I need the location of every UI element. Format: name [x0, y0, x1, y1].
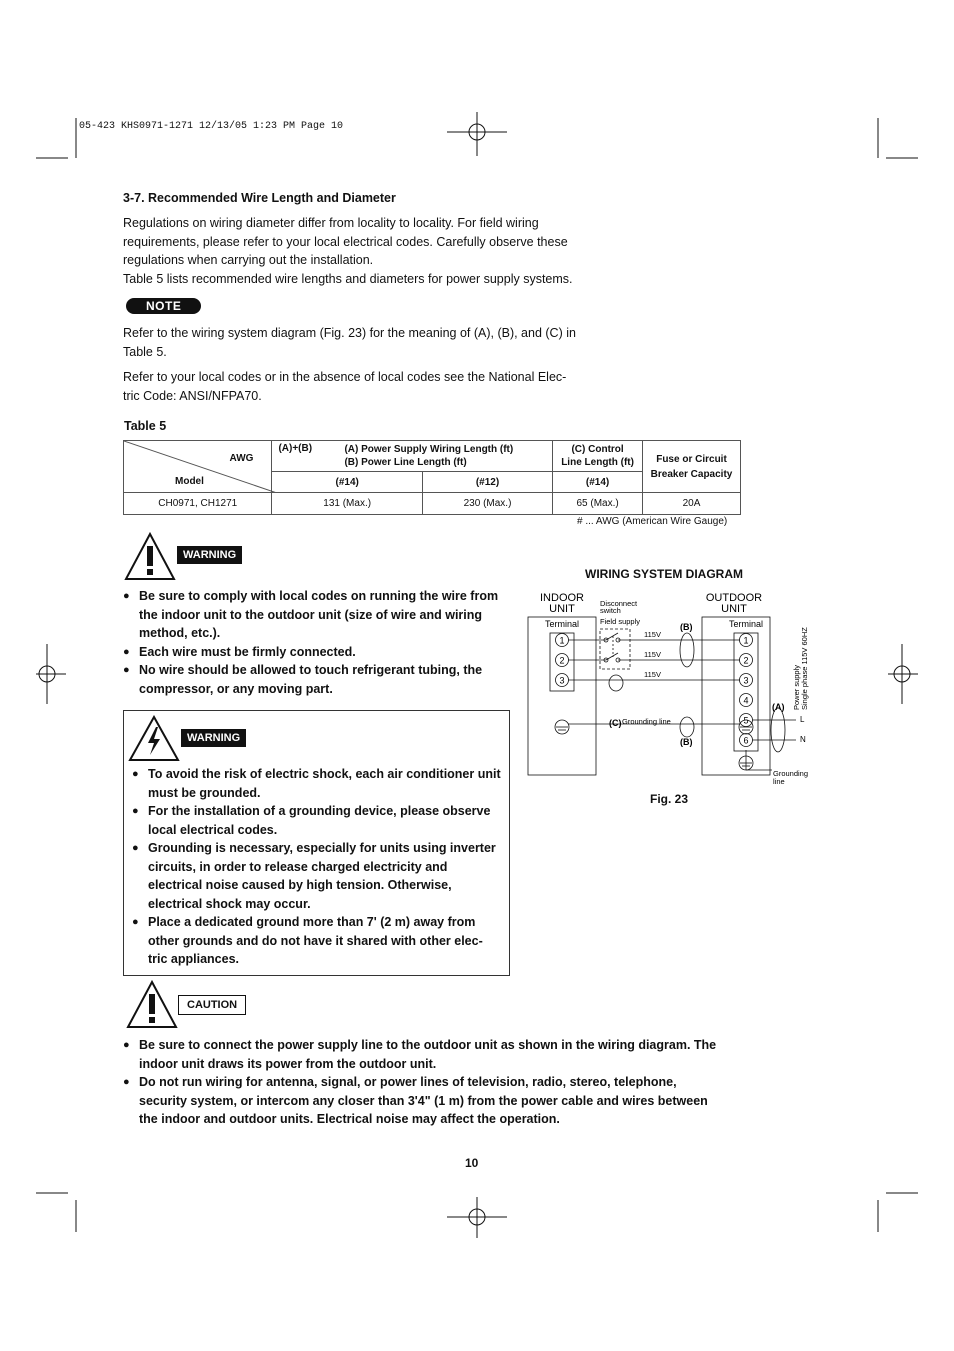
voltage-label: 115V: [644, 670, 661, 679]
fuse-cell: 20A: [643, 493, 741, 515]
label-c: (C): [609, 718, 622, 728]
ab-desc-line: (B) Power Line Length (ft): [344, 457, 467, 468]
figure-caption: Fig. 23: [650, 792, 689, 806]
fuse-line: Breaker Capacity: [650, 468, 733, 480]
table-footnote: # ... AWG (American Wire Gauge): [577, 516, 728, 527]
para-line: Refer to the wiring system diagram (Fig. 23) for the meaning of (A), (B), and (C) in: [123, 326, 576, 340]
terminal-number: 4: [743, 695, 749, 706]
note-badge: [126, 297, 201, 315]
voltage-label: 115V: [644, 630, 661, 639]
warning-badge-label: WARNING: [181, 729, 246, 747]
outdoor-label: OUTDOOR: [705, 592, 763, 604]
page-number: 10: [465, 1156, 479, 1170]
terminal-number: 2: [559, 655, 565, 666]
note-badge-label: NOTE: [126, 298, 201, 314]
para-line: Refer to your local codes or in the absence of local codes see the National Elec-: [123, 370, 567, 384]
list-item: ● Be sure to connect the power supply line to the outdoor unit as shown in the wiring diagram. The indoor unit draws its power from the outdoor unit.: [123, 1036, 723, 1073]
grounding-label: Grounding: [773, 769, 809, 778]
ground-icon: [555, 720, 753, 770]
terminal-number: 6: [743, 735, 749, 746]
ab-header: [272, 441, 553, 472]
fuse-header: [643, 441, 741, 493]
grounding-line-label: Grounding line: [622, 717, 671, 726]
voltage-label: 115V: [644, 650, 661, 659]
list-item: ● Be sure to comply with local codes on running the wire from the indoor unit to the outdoor unit (size of wire and wiring method, etc.).: [123, 587, 505, 643]
indoor-label: UNIT: [549, 603, 575, 615]
terminal-number: 2: [743, 655, 749, 666]
terminal-label: Terminal: [728, 619, 764, 629]
terminal-number: 5: [743, 715, 749, 726]
terminal-label: Terminal: [544, 619, 580, 629]
terminal-number: 3: [743, 675, 749, 686]
value-cell: 65 (Max.): [553, 493, 643, 515]
ab-desc: [344, 443, 513, 469]
gauge-cell: (#14): [272, 472, 422, 493]
para-line: requirements, please refer to your local electrical codes. Carefully observe these: [123, 234, 568, 249]
corner-top-label: AWG: [229, 453, 254, 464]
fuse-line: Fuse or Circuit: [656, 453, 727, 465]
outdoor-label: UNIT: [721, 603, 747, 615]
para-line: tric Code: ANSI/NFPA70.: [123, 388, 262, 403]
ab-desc-line: (A) Power Supply Wiring Length (ft): [344, 444, 514, 455]
para-line: Regulations on wiring diameter differ from locality to locality. For field wiring: [123, 216, 539, 230]
terminal-number: 3: [559, 675, 565, 686]
print-header: 05-423 KHS0971-1271 12/13/05 1:23 PM Page 10: [79, 121, 344, 132]
warning-list: [123, 587, 505, 698]
value-cell: 230 (Max.): [422, 493, 552, 515]
power-supply-label: Power supply: [792, 664, 801, 710]
caution-triangle-icon: [126, 980, 178, 1030]
section-title: 3-7. Recommended Wire Length and Diameter: [123, 191, 396, 205]
field-supply-label: Field supply: [600, 617, 641, 626]
grounding-label: line: [773, 777, 785, 786]
warning-badge: [181, 728, 246, 747]
list-item: ● Do not run wiring for antenna, signal, or power lines of television, radio, stereo, telephone, security system, or intercom any closer than 3'4" (1 m) from the power cable and wires between the indoor and outdoor units. Electrical noise may affect the operation.: [123, 1073, 723, 1129]
table-corner-cell: [124, 441, 272, 493]
list-item: ● Grounding is necessary, especially for units using inverter circuits, in order to release charged electricity and electrical noise caused by high tension. Otherwise, electrical shock may occur.: [132, 839, 502, 913]
ab-label: (A)+(B): [278, 443, 313, 454]
label-b: (B): [680, 622, 693, 632]
warning-badge: [177, 545, 242, 564]
indoor-label: INDOOR: [540, 592, 584, 604]
label-b: (B): [680, 737, 693, 747]
indoor-terminals: [556, 634, 569, 687]
line-l-label: L: [800, 715, 805, 724]
note-paragraph-2: [123, 368, 623, 405]
caution-badge-label: CAUTION: [178, 995, 246, 1015]
model-cell: CH0971, CH1271: [124, 493, 272, 515]
value-cell: 131 (Max.): [272, 493, 422, 515]
label-a: (A): [772, 702, 785, 712]
wire-table: [123, 440, 741, 515]
para-line: Table 5.: [123, 344, 167, 359]
diagram-title: WIRING SYSTEM DIAGRAM: [585, 567, 743, 581]
table-row: [124, 493, 741, 515]
warning-triangle-icon: [124, 532, 176, 582]
gauge-cell: (#14): [553, 472, 643, 493]
list-item: ● For the installation of a grounding device, please observe local electrical codes.: [132, 802, 502, 839]
corner-bottom-label: Model: [175, 476, 204, 487]
para-line: Table 5 lists recommended wire lengths and diameters for power supply systems.: [123, 271, 573, 286]
caution-list: [123, 1036, 723, 1129]
disconnect-label: Disconnect: [600, 599, 638, 608]
list-item: ● To avoid the risk of electric shock, each air conditioner unit must be grounded.: [132, 765, 502, 802]
wiring-diagram: [520, 585, 820, 790]
section-paragraph: [123, 214, 623, 288]
disconnect-label: switch: [600, 606, 621, 615]
line-n-label: N: [800, 735, 806, 744]
c-desc-line: Line Length (ft): [561, 457, 634, 468]
table-title: Table 5: [124, 419, 167, 433]
electric-warning-box: [123, 710, 510, 976]
c-header: [553, 441, 643, 472]
warning-list: [132, 765, 502, 969]
gauge-cell: (#12): [422, 472, 552, 493]
terminal-number: 1: [559, 635, 565, 646]
para-line: regulations when carrying out the installation.: [123, 253, 374, 267]
c-desc-line: (C) Control: [571, 444, 624, 455]
outdoor-terminals: [740, 634, 753, 747]
caution-badge: [178, 995, 246, 1015]
list-item: ● Place a dedicated ground more than 7' (2 m) away from other grounds and do not have it shared with other elec-tric appliances.: [132, 913, 502, 969]
terminal-number: 1: [743, 635, 749, 646]
note-paragraph-1: [123, 324, 623, 361]
list-item: ● No wire should be allowed to touch refrigerant tubing, the compressor, or any moving part.: [123, 661, 505, 698]
list-item: ● Each wire must be firmly connected.: [123, 643, 505, 662]
warning-badge-label: WARNING: [177, 546, 242, 564]
power-supply-label: Single phase 115V 60HZ: [800, 627, 809, 710]
electric-shock-icon: [128, 715, 180, 763]
